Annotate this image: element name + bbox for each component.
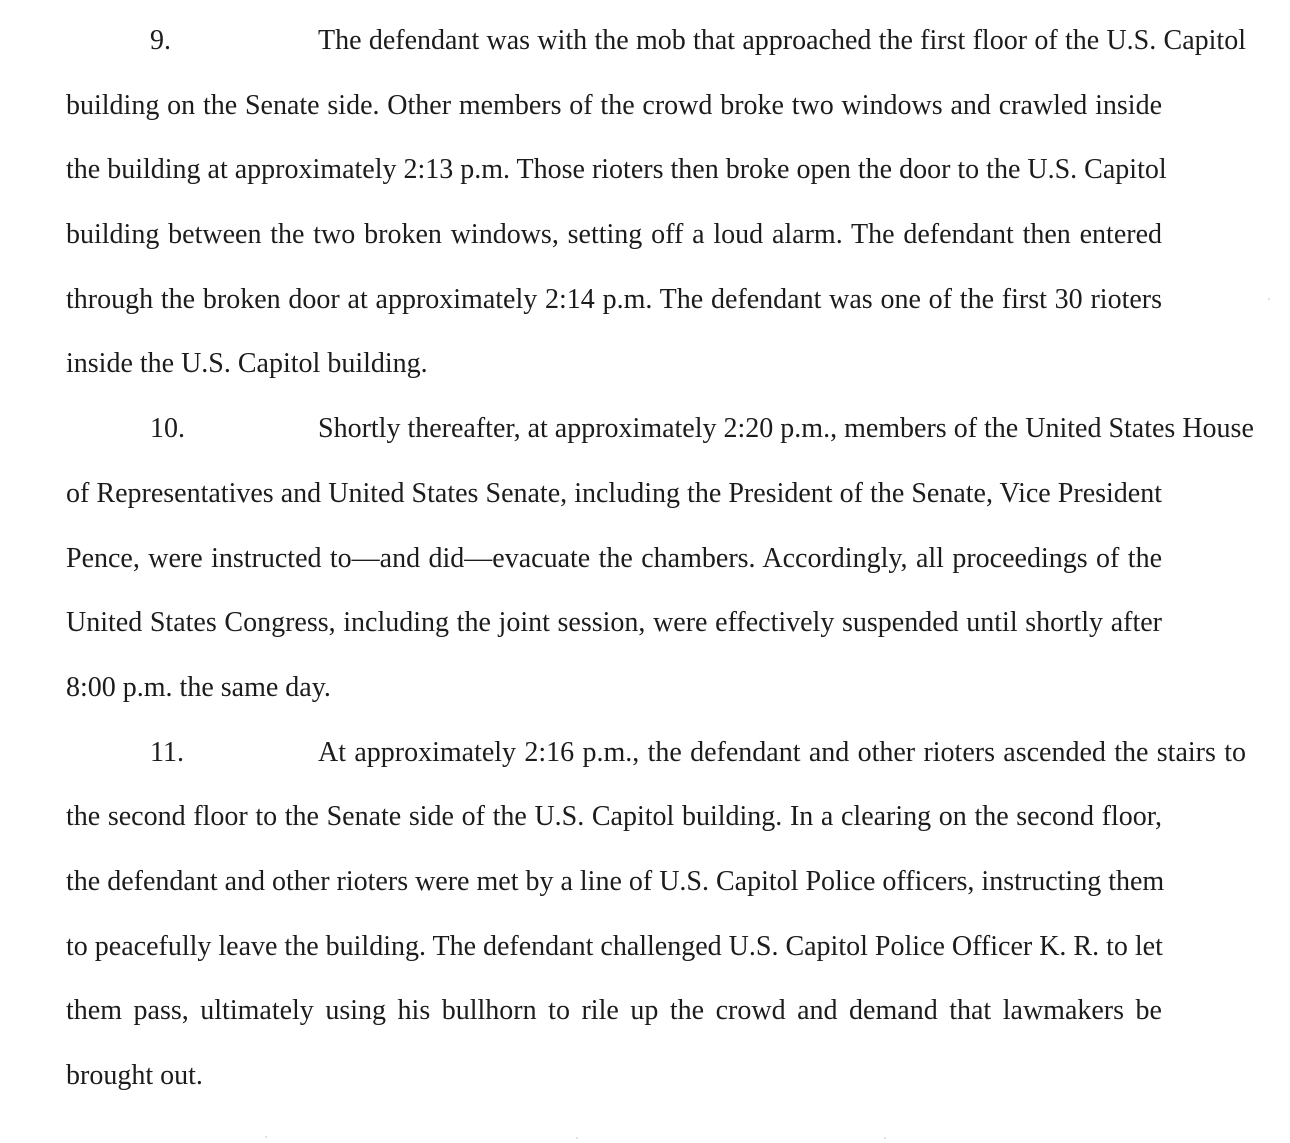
document-body (66, 14, 1254, 1114)
scan-speck (576, 1137, 578, 1139)
paragraph-number: 9. (150, 25, 171, 56)
paragraph-9 (66, 14, 1246, 402)
paragraph-line: the defendant and other rioters were met by a line of U.S. Capitol Police officers, instructing them (66, 865, 1165, 897)
paragraph-line: through the broken door at approximately 2:14 p.m. The defendant was one of the first 30 rioters (66, 283, 1162, 315)
paragraph-line: to peacefully leave the building. The defendant challenged U.S. Capitol Police Officer K. R. to let (66, 930, 1163, 962)
paragraph-line: United States Congress, including the joint session, were effectively suspended until shortly after (66, 607, 1162, 639)
paragraph-line: brought out. (66, 1060, 203, 1091)
scan-speck (884, 1137, 886, 1139)
paragraph-line-text: The defendant was with the mob that approached the first floor of the U.S. Capitol (318, 25, 1246, 56)
paragraph-line-text: At approximately 2:16 p.m., the defendant and other rioters ascended the stairs to (318, 736, 1246, 768)
paragraph-line: Pence, were instructed to—and did—evacuate the chambers. Accordingly, all proceedings of the (66, 542, 1162, 574)
paragraph-number: 10. (150, 413, 185, 445)
paragraph-number: 11. (150, 736, 184, 768)
paragraph-10 (66, 402, 1254, 725)
paragraph-line: 8:00 p.m. the same day. (66, 671, 331, 703)
paragraph-line: inside the U.S. Capitol building. (66, 348, 428, 380)
paragraph-line: building on the Senate side. Other members of the crowd broke two windows and crawled inside (66, 89, 1162, 121)
paragraph-line: them pass, ultimately using his bullhorn to rile up the crowd and demand that lawmakers be (66, 995, 1162, 1027)
paragraph-line-text: Shortly thereafter, at approximately 2:20 p.m., members of the United States House (318, 413, 1254, 445)
paragraph-first-line (66, 14, 1246, 79)
paragraph-line: the second floor to the Senate side of the U.S. Capitol building. In a clearing on the second floor, (66, 801, 1162, 833)
paragraph-line: the building at approximately 2:13 p.m. Those rioters then broke open the door to the U.S. Capitol (66, 154, 1167, 186)
paragraph-first-line (66, 726, 1246, 791)
paragraph-line: building between the two broken windows, setting off a loud alarm. The defendant then entered (66, 219, 1162, 251)
paragraph-first-line (66, 402, 1254, 467)
paragraph-11 (66, 726, 1246, 1114)
paragraph-line: of Representatives and United States Senate, including the President of the Senate, Vice President (66, 477, 1162, 509)
scan-speck (265, 1136, 267, 1138)
scan-speck (1268, 298, 1270, 300)
